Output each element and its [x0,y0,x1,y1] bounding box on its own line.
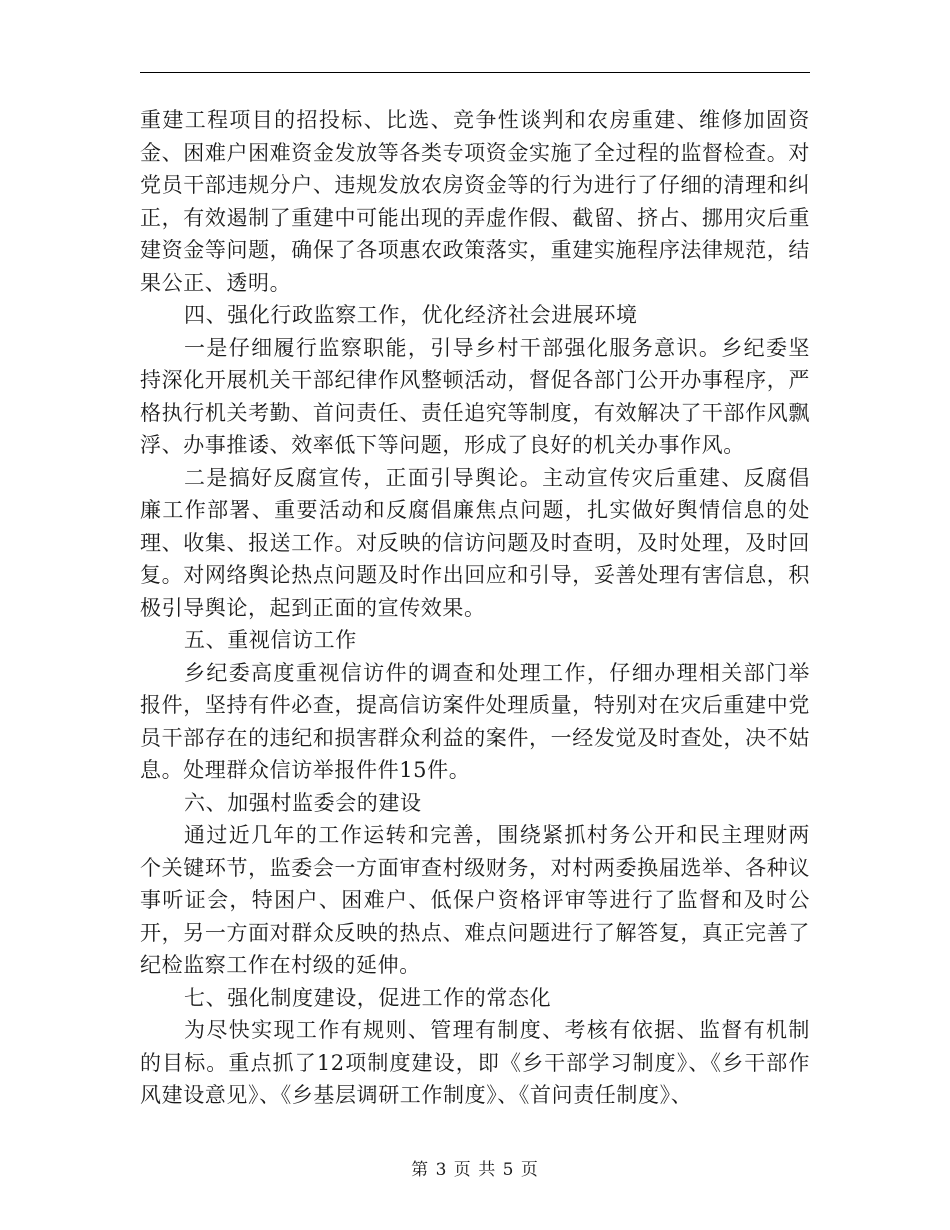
paragraph-3: 一是仔细履行监察职能，引导乡村干部强化服务意识。乡纪委坚持深化开展机关干部纪律作风整顿活动，督促各部门公开办事程序，严格执行机关考勤、首问责任、责任追究等制度，有效解决了干部作风飘浮、办事推诿、效率低下等问题，形成了良好的机关办事作风。 [140,335,810,457]
page-number-footer: 第 3 页 共 5 页 [411,1160,539,1180]
section-heading-6: 六、加强村监委会的建设 [184,790,422,815]
paragraph-8: 通过近几年的工作运转和完善，围绕紧抓村务公开和民主理财两个关键环节，监委会一方面审查村级财务，对村两委换届选举、各种议事听证会，特困户、困难户、低保户资格评审等进行了监督和及时公开，另一方面对群众反映的热点、难点问题进行了解答复，真正完善了纪检监察工作在村级的延伸。 [140,823,810,977]
document-body [140,104,810,1112]
section-heading-5: 五、重视信访工作 [184,628,357,652]
paragraph-1: 重建工程项目的招投标、比选、竞争性谈判和农房重建、维修加固资金、困难户困难资金发放等各类专项资金实施了全过程的监督检查。对党员干部违规分户、违规发放农房资金等的行为进行了仔细的清理和纠正，有效遏制了重建中可能出现的弄虚作假、截留、挤占、挪用灾后重建资金等问题，确保了各项惠农政策落实，重建实施程序法律规范，结果公正、透明。 [140,108,810,295]
paragraph-6: 乡纪委高度重视信访件的调查和处理工作，仔细办理相关部门举报件，坚持有件必查，提高信访案件处理质量，特别对在灾后重建中党员干部存在的违纪和损害群众利益的案件，一经发觉及时查处，决不姑息。处理群众信访举报件件15件。 [140,660,810,782]
paragraph-10: 为尽快实现工作有规则、管理有制度、考核有依据、监督有机制的目标。重点抓了12项制度建设，即《乡干部学习制度》、《乡干部作风建设意见》、《乡基层调研工作制度》、《首问责任制度》、 [140,1018,810,1107]
header-rule [140,72,810,73]
section-heading-7: 七、强化制度建设，促进工作的常态化 [184,985,552,1010]
section-heading-4: 四、强化行政监察工作，优化经济社会进展环境 [184,303,638,327]
paragraph-4: 二是搞好反腐宣传，正面引导舆论。主动宣传灾后重建、反腐倡廉工作部署、重要活动和反腐倡廉焦点问题，扎实做好舆情信息的处理、收集、报送工作。对反映的信访问题及时查明，及时处理，及时回复。对网络舆论热点问题及时作出回应和引导，妥善处理有害信息，积极引导舆论，起到正面的宣传效果。 [140,465,810,620]
